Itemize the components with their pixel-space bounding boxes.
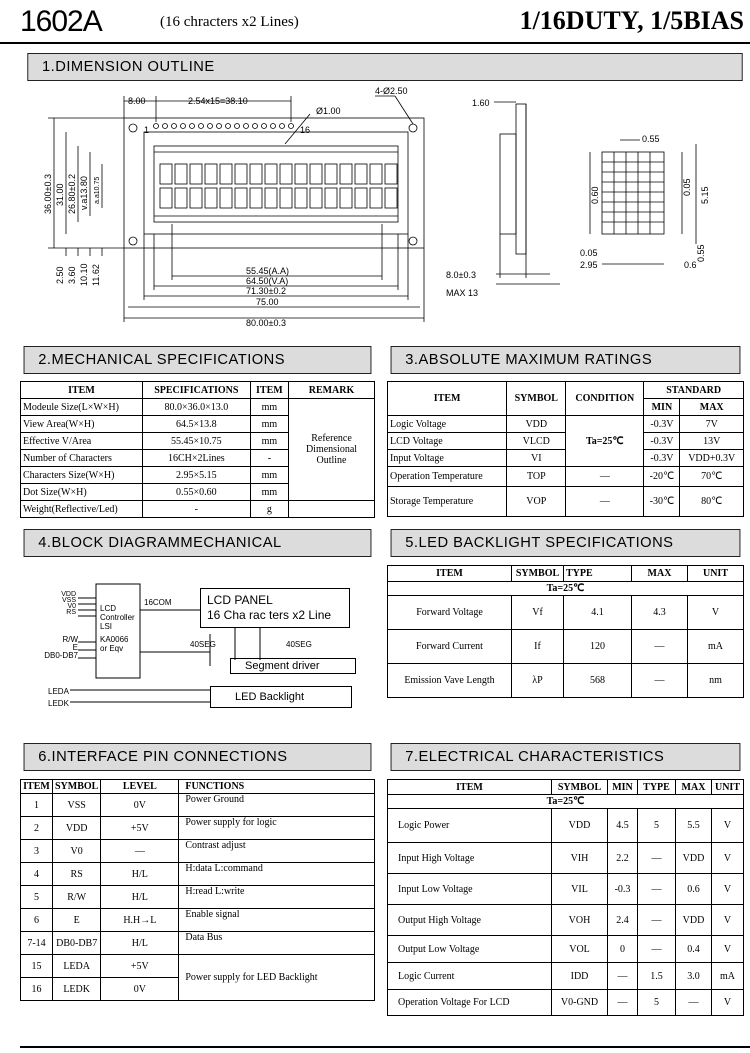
abs-item: Storage Temperature bbox=[388, 487, 507, 517]
abs-max: 7V bbox=[680, 416, 744, 433]
elec-h-item: ITEM bbox=[388, 780, 552, 795]
dim-char-spacing: 0.6 bbox=[684, 260, 697, 270]
dim-offset-4: 11.62 bbox=[91, 264, 101, 286]
abs-item: Logic Voltage bbox=[388, 416, 507, 433]
led-item: Forward Voltage bbox=[388, 596, 512, 630]
pin-function-backlight: Power supply for LED Backlight bbox=[179, 955, 375, 1001]
elec-item: Logic Current bbox=[388, 963, 552, 990]
pin-number: 5 bbox=[21, 886, 53, 909]
mech-unit: - bbox=[250, 450, 288, 467]
dim-pin-pitch: 2.54x15=38.10 bbox=[188, 96, 248, 106]
led-backlight-block: LED Backlight bbox=[210, 686, 352, 708]
dim-aa-height: a.a10.75 bbox=[94, 176, 101, 204]
pin-level: H/L bbox=[101, 932, 179, 955]
pin-h-item: ITEM bbox=[21, 780, 53, 794]
elec-symbol: VOL bbox=[552, 936, 608, 963]
led-type: 568 bbox=[564, 664, 632, 698]
seg-label-1: 40SEG bbox=[190, 640, 216, 649]
elec-min: 2.2 bbox=[608, 843, 638, 874]
led-max: 4.3 bbox=[632, 596, 688, 630]
elec-max: 0.4 bbox=[676, 936, 712, 963]
pin-function: Power supply for logic bbox=[179, 817, 375, 840]
led-condition: Ta=25℃ bbox=[388, 582, 744, 596]
pin-function: H:data L:command bbox=[179, 863, 375, 886]
pin-level: — bbox=[101, 840, 179, 863]
pin-function: Power Ground bbox=[179, 794, 375, 817]
elec-type: 5 bbox=[638, 809, 676, 843]
elec-max: VDD bbox=[676, 905, 712, 936]
led-type: 4.1 bbox=[564, 596, 632, 630]
abs-min: -20℃ bbox=[644, 467, 680, 487]
block-pin: VSS bbox=[61, 597, 76, 604]
elec-unit: mA bbox=[712, 963, 744, 990]
abs-max-table bbox=[387, 381, 744, 517]
elec-type: — bbox=[638, 874, 676, 905]
led-h-type: TYPE bbox=[564, 566, 632, 582]
pin-function: Data Bus bbox=[179, 932, 375, 955]
mount-hole-bl bbox=[129, 237, 137, 245]
elec-type: 1.5 bbox=[638, 963, 676, 990]
dim-dot-width: 0.55 bbox=[642, 134, 660, 144]
elec-max: 0.6 bbox=[676, 874, 712, 905]
dim-max-depth: MAX 13 bbox=[446, 288, 479, 298]
block-pin-labels-led bbox=[48, 686, 69, 710]
elec-item: Output Low Voltage bbox=[388, 936, 552, 963]
elec-unit: V bbox=[712, 843, 744, 874]
abs-h-condition: CONDITION bbox=[566, 382, 644, 416]
pin-number: 1 bbox=[21, 794, 53, 817]
section-elec-title: 7.ELECTRICAL CHARACTERISTICS bbox=[391, 743, 741, 771]
elec-symbol: VIL bbox=[552, 874, 608, 905]
mech-item: Number of Characters bbox=[21, 450, 143, 467]
pin-level: 0V bbox=[101, 794, 179, 817]
mech-value: 2.95×5.15 bbox=[142, 467, 250, 484]
dimension-drawing bbox=[20, 84, 750, 334]
dim-dot-gap-h: 0.05 bbox=[682, 178, 692, 196]
dim-hole-spacing: 75.00 bbox=[256, 297, 279, 307]
seg-label-2: 40SEG bbox=[286, 640, 312, 649]
pin-level: H/L bbox=[101, 863, 179, 886]
elec-item: Input High Voltage bbox=[388, 843, 552, 874]
pin-function: H:read L:write bbox=[179, 886, 375, 909]
block-diagram bbox=[20, 562, 375, 722]
page-header bbox=[0, 0, 750, 44]
mech-unit: mm bbox=[250, 416, 288, 433]
dim-char-height: 5.15 bbox=[700, 186, 710, 204]
led-unit: mA bbox=[688, 630, 744, 664]
pin-level: 0V bbox=[101, 978, 179, 1001]
elec-unit: V bbox=[712, 990, 744, 1016]
led-unit: V bbox=[688, 596, 744, 630]
panel-title: LCD PANEL bbox=[207, 593, 273, 607]
abs-condition: Ta=25℃ bbox=[566, 416, 644, 467]
elec-item: Output High Voltage bbox=[388, 905, 552, 936]
abs-h-min: MIN bbox=[644, 399, 680, 416]
mech-value: 80.0×36.0×13.0 bbox=[142, 399, 250, 416]
dim-va-height: v.a13.80 bbox=[79, 176, 89, 210]
abs-min: -0.3V bbox=[644, 416, 680, 433]
elec-min: 4.5 bbox=[608, 809, 638, 843]
led-item: Emission Vave Length bbox=[388, 664, 512, 698]
section-pins-title: 6.INTERFACE PIN CONNECTIONS bbox=[24, 743, 372, 771]
dim-height: 36.00±0.3 bbox=[43, 174, 53, 214]
elec-unit: V bbox=[712, 874, 744, 905]
mech-item: View Area(W×H) bbox=[21, 416, 143, 433]
electrical-table bbox=[387, 779, 744, 1016]
led-h-symbol: SYMBOL bbox=[512, 566, 564, 582]
pin-symbol: VSS bbox=[53, 794, 101, 817]
abs-min: -30℃ bbox=[644, 487, 680, 517]
elec-max: 3.0 bbox=[676, 963, 712, 990]
panel-subtitle: 16 Cha rac ters x2 Line bbox=[207, 608, 332, 622]
led-max: — bbox=[632, 664, 688, 698]
segment-driver-block: Segment driver bbox=[230, 658, 356, 674]
block-pin: E bbox=[72, 643, 78, 652]
elec-item: Logic Power bbox=[388, 809, 552, 843]
mech-item: Modeule Size(L×W×H) bbox=[21, 399, 143, 416]
elec-max: 5.5 bbox=[676, 809, 712, 843]
dim-bezel-depth: 8.0±0.3 bbox=[446, 270, 476, 280]
elec-h-max: MAX bbox=[676, 780, 712, 795]
section-led-title: 5.LED BACKLIGHT SPECIFICATIONS bbox=[391, 529, 741, 557]
dim-bezel-height: 31.00 bbox=[55, 183, 65, 206]
elec-type: — bbox=[638, 936, 676, 963]
mech-h-spec: SPECIFICATIONS bbox=[142, 382, 250, 399]
abs-item: Input Voltage bbox=[388, 450, 507, 467]
section-block-title: 4.BLOCK DIAGRAMMECHANICAL bbox=[24, 529, 372, 557]
controller-line: or Eqv bbox=[100, 644, 124, 653]
abs-symbol: VI bbox=[507, 450, 566, 467]
block-pin-labels-top bbox=[58, 592, 76, 616]
pin-function: Enable signal bbox=[179, 909, 375, 932]
dim-hole-dia: 4-Ø2.50 bbox=[375, 86, 408, 96]
mech-value: 55.45×10.75 bbox=[142, 433, 250, 450]
led-backlight-table bbox=[387, 565, 744, 698]
abs-h-standard: STANDARD bbox=[644, 382, 744, 399]
lcd-panel-block bbox=[200, 588, 350, 628]
abs-min: -0.3V bbox=[644, 433, 680, 450]
elec-type: 5 bbox=[638, 990, 676, 1016]
abs-symbol: VOP bbox=[507, 487, 566, 517]
section-dimension-title: 1.DIMENSION OUTLINE bbox=[27, 53, 742, 81]
block-pin: VDD bbox=[61, 591, 76, 598]
elec-type: — bbox=[638, 905, 676, 936]
block-pin: LEDK bbox=[48, 699, 69, 708]
mech-h-unit: ITEM bbox=[250, 382, 288, 399]
led-symbol: If bbox=[512, 630, 564, 664]
block-pin: RS bbox=[66, 609, 76, 616]
block-pin: R/W bbox=[62, 635, 78, 644]
mech-item: Characters Size(W×H) bbox=[21, 467, 143, 484]
pin-h-functions: FUNCTIONS bbox=[179, 780, 375, 794]
mech-item: Dot Size(W×H) bbox=[21, 484, 143, 501]
char-cells bbox=[160, 164, 397, 208]
pin-h-symbol: SYMBOL bbox=[53, 780, 101, 794]
mech-item: Effective V/Area bbox=[21, 433, 143, 450]
footer-rule bbox=[20, 1046, 750, 1048]
pin-level: +5V bbox=[101, 955, 179, 978]
pin-number: 4 bbox=[21, 863, 53, 886]
pin-function: Contrast adjust bbox=[179, 840, 375, 863]
led-h-unit: UNIT bbox=[688, 566, 744, 582]
elec-symbol: VIH bbox=[552, 843, 608, 874]
pin-symbol: RS bbox=[53, 863, 101, 886]
mech-h-remark: REMARK bbox=[289, 382, 375, 399]
dim-dot-gap-v: 0.05 bbox=[580, 248, 598, 258]
elec-item: Input Low Voltage bbox=[388, 874, 552, 905]
dim-pin-dia: Ø1.00 bbox=[316, 106, 341, 116]
elec-max: — bbox=[676, 990, 712, 1016]
dim-offset-3: 10.10 bbox=[79, 263, 89, 286]
model-subtitle: (16 chracters x2 Lines) bbox=[160, 14, 299, 30]
abs-condition-dash: — bbox=[566, 467, 644, 487]
led-max: — bbox=[632, 630, 688, 664]
pin-number: 3 bbox=[21, 840, 53, 863]
led-h-item: ITEM bbox=[388, 566, 512, 582]
mech-value: 16CH×2Lines bbox=[142, 450, 250, 467]
pin-row bbox=[154, 124, 294, 129]
pin-label-first: 1 bbox=[144, 125, 150, 135]
abs-symbol: VDD bbox=[507, 416, 566, 433]
pin-symbol: E bbox=[53, 909, 101, 932]
abs-max: 70℃ bbox=[680, 467, 744, 487]
dim-inner-height: 26.80±0.2 bbox=[67, 174, 77, 214]
pin-number: 7-14 bbox=[21, 932, 53, 955]
led-symbol: λP bbox=[512, 664, 564, 698]
abs-max: 13V bbox=[680, 433, 744, 450]
elec-symbol: VOH bbox=[552, 905, 608, 936]
abs-h-item: ITEM bbox=[388, 382, 507, 416]
pin-h-level: LEVEL bbox=[101, 780, 179, 794]
block-pin: V0 bbox=[67, 603, 76, 610]
pin-symbol: LEDK bbox=[53, 978, 101, 1001]
bezel-outline bbox=[144, 132, 408, 234]
led-symbol: Vf bbox=[512, 596, 564, 630]
dim-char-gap: 0.55 bbox=[696, 244, 706, 262]
dim-bezel-width: 71.30±0.2 bbox=[246, 286, 286, 296]
abs-symbol: VLCD bbox=[507, 433, 566, 450]
section-abs-title: 3.ABSOLUTE MAXIMUM RATINGS bbox=[391, 346, 741, 374]
pcb-outline bbox=[124, 118, 424, 248]
mech-value: 64.5×13.8 bbox=[142, 416, 250, 433]
dot-matrix-detail bbox=[590, 140, 696, 264]
dim-offset-2: 3.60 bbox=[67, 266, 77, 284]
elec-min: -0.3 bbox=[608, 874, 638, 905]
elec-item: Operation Voltage For LCD bbox=[388, 990, 552, 1016]
controller-line: KA0066 bbox=[100, 635, 129, 644]
mech-unit: mm bbox=[250, 467, 288, 484]
abs-item: LCD Voltage bbox=[388, 433, 507, 450]
elec-h-type: TYPE bbox=[638, 780, 676, 795]
pin-level: +5V bbox=[101, 817, 179, 840]
elec-unit: V bbox=[712, 936, 744, 963]
mech-unit: mm bbox=[250, 433, 288, 450]
elec-symbol: IDD bbox=[552, 963, 608, 990]
elec-type: — bbox=[638, 843, 676, 874]
dim-dot-height: 0.60 bbox=[590, 186, 600, 204]
com-label: 16COM bbox=[144, 598, 172, 607]
mech-remark: Reference Dimensional Outline bbox=[289, 399, 375, 501]
led-h-max: MAX bbox=[632, 566, 688, 582]
elec-min: 0 bbox=[608, 936, 638, 963]
abs-min: -0.3V bbox=[644, 450, 680, 467]
pin-symbol: VDD bbox=[53, 817, 101, 840]
led-type: 120 bbox=[564, 630, 632, 664]
elec-min: — bbox=[608, 963, 638, 990]
dim-pitch-offset: 8.00 bbox=[128, 96, 146, 106]
block-pin: DB0-DB7 bbox=[44, 651, 78, 660]
dim-char-width: 2.95 bbox=[580, 260, 598, 270]
pin-symbol: DB0-DB7 bbox=[53, 932, 101, 955]
controller-line: LCD bbox=[100, 604, 117, 613]
elec-condition: Ta=25℃ bbox=[388, 795, 744, 809]
elec-min: 2.4 bbox=[608, 905, 638, 936]
section-mech-title: 2.MECHANICAL SPECIFICATIONS bbox=[24, 346, 372, 374]
dim-offset-1: 2.50 bbox=[55, 266, 65, 284]
pin-number: 2 bbox=[21, 817, 53, 840]
mech-spec-table bbox=[20, 381, 375, 518]
duty-bias: 1/16DUTY, 1/5BIAS bbox=[519, 6, 744, 35]
side-view bbox=[494, 102, 560, 284]
pin-symbol: V0 bbox=[53, 840, 101, 863]
block-pin-labels-mid bbox=[36, 636, 78, 660]
abs-condition-dash: — bbox=[566, 487, 644, 517]
block-pin: LEDA bbox=[48, 687, 69, 696]
pin-number: 6 bbox=[21, 909, 53, 932]
elec-symbol: V0-GND bbox=[552, 990, 608, 1016]
elec-unit: V bbox=[712, 809, 744, 843]
model-number: 1602A bbox=[20, 5, 102, 38]
controller-line: Controller bbox=[100, 613, 135, 622]
elec-unit: V bbox=[712, 905, 744, 936]
controller-block bbox=[100, 604, 135, 653]
pin-symbol: R/W bbox=[53, 886, 101, 909]
pin-connection-table bbox=[20, 779, 375, 1001]
led-item: Forward Current bbox=[388, 630, 512, 664]
mech-value: 0.55×0.60 bbox=[142, 484, 250, 501]
mount-hole-tr bbox=[409, 124, 417, 132]
controller-line: LSI bbox=[100, 622, 113, 631]
abs-max: 80℃ bbox=[680, 487, 744, 517]
pin-number: 16 bbox=[21, 978, 53, 1001]
elec-min: — bbox=[608, 990, 638, 1016]
pin-level: H.H→L bbox=[101, 909, 179, 932]
mech-h-item: ITEM bbox=[21, 382, 143, 399]
dim-pcb-thickness: 1.60 bbox=[472, 98, 490, 108]
dim-active-area: 55.45(A.A) bbox=[246, 266, 290, 276]
elec-h-unit: UNIT bbox=[712, 780, 744, 795]
dim-view-area: 64.50(V.A) bbox=[246, 276, 289, 286]
abs-max: VDD+0.3V bbox=[680, 450, 744, 467]
mech-item: Weight(Reflective/Led) bbox=[21, 501, 143, 518]
pin-symbol: LEDA bbox=[53, 955, 101, 978]
mount-hole-tl bbox=[129, 124, 137, 132]
pin-label-last: 16 bbox=[300, 125, 311, 135]
dim-width: 80.00±0.3 bbox=[246, 318, 286, 328]
mech-value: - bbox=[142, 501, 250, 518]
elec-max: VDD bbox=[676, 843, 712, 874]
elec-h-min: MIN bbox=[608, 780, 638, 795]
pin-level: H/L bbox=[101, 886, 179, 909]
abs-h-max: MAX bbox=[680, 399, 744, 416]
abs-item: Operation Temperature bbox=[388, 467, 507, 487]
mech-unit: mm bbox=[250, 399, 288, 416]
elec-symbol: VDD bbox=[552, 809, 608, 843]
mount-hole-br bbox=[409, 237, 417, 245]
mech-unit: g bbox=[250, 501, 288, 518]
abs-h-symbol: SYMBOL bbox=[507, 382, 566, 416]
elec-h-symbol: SYMBOL bbox=[552, 780, 608, 795]
abs-symbol: TOP bbox=[507, 467, 566, 487]
mech-unit: mm bbox=[250, 484, 288, 501]
pin-number: 15 bbox=[21, 955, 53, 978]
led-unit: nm bbox=[688, 664, 744, 698]
